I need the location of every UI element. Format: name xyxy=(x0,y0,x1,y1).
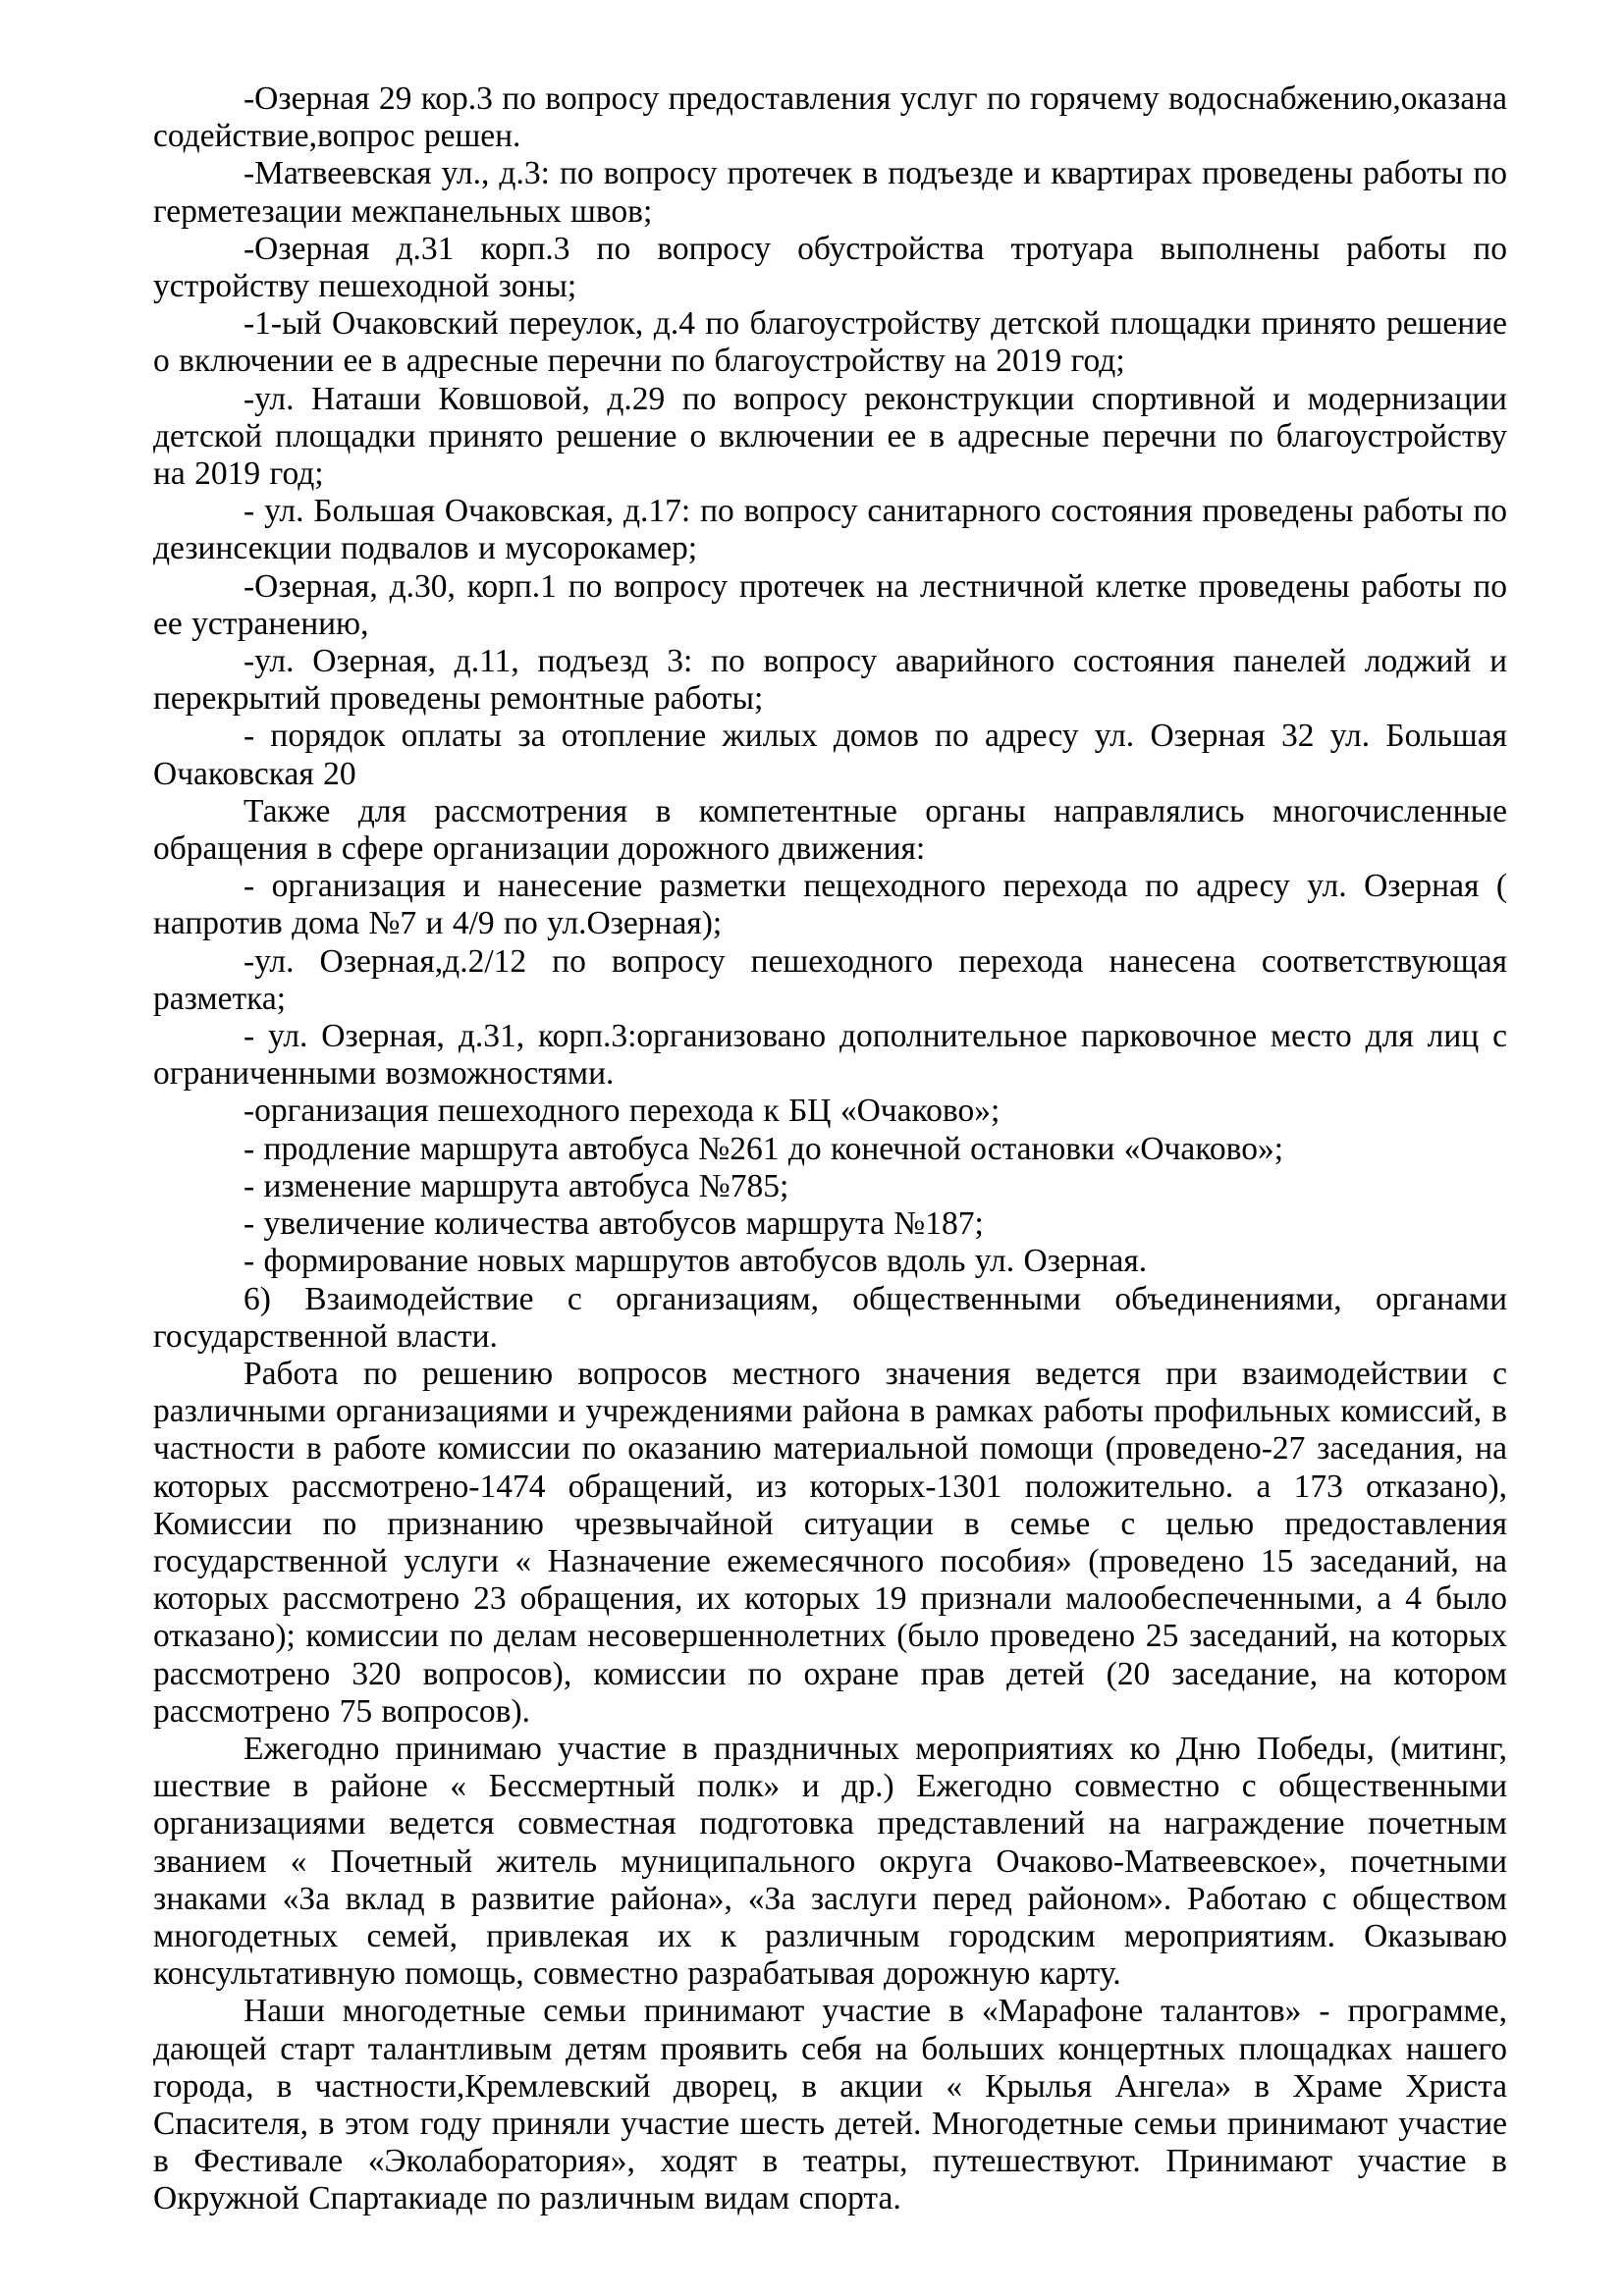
paragraph: Работа по решению вопросов местного значения ведется при взаимодействии с различными организациями и учреждениями района в рамках работы профильных комиссий, в частности в работе комиссии по оказанию материальной помощи (проведено-27 заседания, на которых рассмотрено-1474 обращений, из которых-1301 положительно. а 173 отказано), Комиссии по признанию чрезвычайной ситуации в семье с целью предоставления государственной услуги « Назначение ежемесячного пособия» (проведено 15 заседаний, на которых рассмотрено 23 обращения, их которых 19 признали малообеспеченными, а 4 было отказано); комиссии по делам несовершеннолетних (было проведено 25 заседаний, на которых рассмотрено 320 вопросов), комиссии по охране прав детей (20 заседание, на котором рассмотрено 75 вопросов). xyxy=(153,1355,1507,1730)
paragraph: - ул. Озерная, д.31, корп.3:организовано дополнительное парковочное место для лиц с ограниченными возможностями. xyxy=(153,1018,1507,1093)
paragraph: - ул. Большая Очаковская, д.17: по вопросу санитарного состояния проведены работы по дезинсекции подвалов и мусорокамер; xyxy=(153,493,1507,567)
paragraph: -ул. Озерная, д.11, подъезд 3: по вопросу аварийного состояния панелей лоджий и перекрытий проведены ремонтные работы; xyxy=(153,643,1507,718)
paragraph: Также для рассмотрения в компетентные органы направлялись многочисленные обращения в сфере организации дорожного движения: xyxy=(153,792,1507,868)
paragraph: -Озерная д.31 корп.3 по вопросу обустройства тротуара выполнены работы по устройству пешеходной зоны; xyxy=(153,230,1507,305)
paragraph: -Матвеевская ул., д.3: по вопросу протечек в подъезде и квартирах проведены работы по герметезации межпанельных швов; xyxy=(153,155,1507,230)
paragraph: - формирование новых маршрутов автобусов вдоль ул. Озерная. xyxy=(243,1243,1148,1280)
paragraph: - изменение маршрута автобуса №785; xyxy=(243,1167,789,1204)
paragraph: -1-ый Очаковский переулок, д.4 по благоустройству детской площадки принято решение о включении ее в адресные перечни по благоустройству на 2019 год; xyxy=(153,305,1507,380)
paragraph: -Озерная, д.30, корп.1 по вопросу протечек на лестничной клетке проведены работы по ее устранению, xyxy=(153,567,1507,642)
paragraph: -организация пешеходного перехода к БЦ «Очаково»; xyxy=(243,1093,1001,1130)
paragraph: Наши многодетные семьи принимают участие в «Марафоне талантов» - программе, дающей старт талантливым детям проявить себя на больших концертных площадках нашего города, в частности,Кремлевский дворец, в акции « Крылья Ангела» в Храме Христа Спасителя, в этом году приняли участие шесть детей. Многодетные семьи принимают участие в Фестивале «Эколаборатория», ходят в театры, путешествуют. Принимают участие в Окружной Спартакиаде по различным видам спорта. xyxy=(153,1993,1507,2217)
paragraph: - организация и нанесение разметки пещеходного перехода по адресу ул. Озерная ( напротив дома №7 и 4/9 по ул.Озерная); xyxy=(153,868,1507,942)
paragraph: -ул. Озерная,д.2/12 по вопросу пешеходного перехода нанесена соответствующая разметка; xyxy=(153,942,1507,1017)
paragraph: Ежегодно принимаю участие в праздничных мероприятиях ко Дню Победы, (митинг, шествие в районе « Бессмертный полк» и др.) Ежегодно совместно с общественными организациями ведется совместная подготовка представлений на награждение почетным званием « Почетный житель муниципального округа Очаково-Матвеевское», почетными знаками «За вклад в развитие района», «За заслуги перед районом». Работаю с обществом многодетных семей, привлекая их к различным городским мероприятиям. Оказываю консультативную помощь, совместно разрабатывая дорожную карту. xyxy=(153,1730,1507,1993)
paragraph: - увеличение количества автобусов маршрута №187; xyxy=(243,1205,984,1243)
paragraph: - порядок оплаты за отопление жилых домов по адресу ул. Озерная 32 ул. Большая Очаковская 20 xyxy=(153,718,1507,792)
paragraph: 6) Взаимодействие с организациям, общественными объединениями, органами государственной власти. xyxy=(153,1280,1507,1355)
paragraph: - продление маршрута автобуса №261 до конечной остановки «Очаково»; xyxy=(243,1130,1283,1167)
paragraph: -ул. Наташи Ковшовой, д.29 по вопросу реконструкции спортивной и модернизации детской площадки принято решение о включении ее в адресные перечни по благоустройству на 2019 год; xyxy=(153,380,1507,493)
paragraph: -Озерная 29 кор.3 по вопросу предоставления услуг по горячему водоснабжению,оказана содействие,вопрос решен. xyxy=(153,80,1507,155)
